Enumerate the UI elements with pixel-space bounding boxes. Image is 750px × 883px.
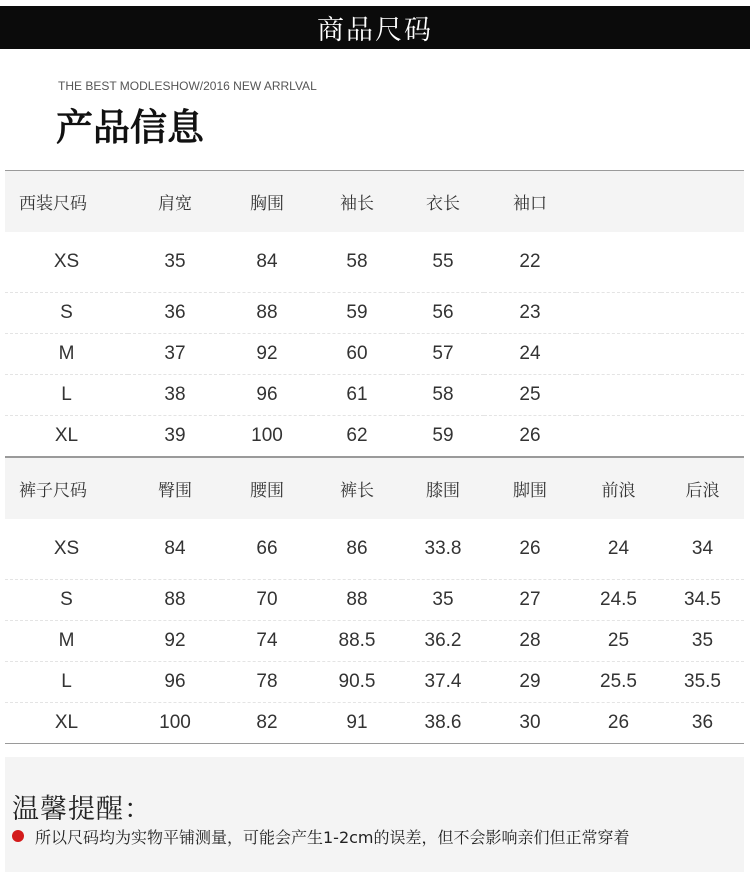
size-label: S [5,580,128,621]
table-cell [576,334,661,375]
table-cell: 84 [128,519,222,580]
table-cell: 36.2 [402,621,484,662]
table-row [5,703,744,744]
header-cell: 衣长 [402,171,484,233]
table-header-row [5,171,744,233]
table-cell: 60 [312,334,402,375]
pants-size-table [5,457,744,744]
header-cell: 袖口 [484,171,576,233]
table-row [5,519,744,580]
table-row [5,416,744,457]
table-cell: 39 [128,416,222,457]
header-cell: 西装尺码 [5,171,128,233]
table-cell: 61 [312,375,402,416]
table-cell [661,416,744,457]
table-cell: 34.5 [661,580,744,621]
table-cell [661,334,744,375]
tips-box [5,757,744,872]
header-cell: 前浪 [576,458,661,520]
tips-text: 所以尺码均为实物平铺测量，可能会产生1-2cm的误差，但不会影响亲们但正常穿着 [35,828,630,847]
table-cell: 82 [222,703,312,744]
table-cell [576,232,661,293]
table-cell: 33.8 [402,519,484,580]
header-cell: 膝围 [402,458,484,520]
size-label: L [5,375,128,416]
table-cell: 38 [128,375,222,416]
table-cell: 25 [576,621,661,662]
table-cell: 88 [312,580,402,621]
table-cell: 74 [222,621,312,662]
table-cell [661,232,744,293]
table-cell: 88.5 [312,621,402,662]
table-cell [661,375,744,416]
table-cell: 84 [222,232,312,293]
table-cell: 35 [402,580,484,621]
table-row [5,293,744,334]
table-cell: 90.5 [312,662,402,703]
table-cell [576,416,661,457]
size-label: L [5,662,128,703]
jacket-size-table [5,170,744,457]
size-label: XL [5,703,128,744]
table-row [5,334,744,375]
table-cell: 78 [222,662,312,703]
size-label: XS [5,232,128,293]
table-cell: 35 [128,232,222,293]
table-cell: 24.5 [576,580,661,621]
table-cell: 25.5 [576,662,661,703]
table-cell: 36 [661,703,744,744]
page-title: 产品信息 [56,106,204,149]
table-row [5,375,744,416]
table-row [5,232,744,293]
header-cell: 胸围 [222,171,312,233]
table-cell: 26 [484,416,576,457]
english-subtitle: THE BEST MODLESHOW/2016 NEW ARRLVAL [58,79,317,93]
header-cell: 裤子尺码 [5,458,128,520]
table-cell: 62 [312,416,402,457]
table-cell: 91 [312,703,402,744]
table-cell: 66 [222,519,312,580]
table-cell [576,293,661,334]
header-cell [661,171,744,233]
table-cell: 35.5 [661,662,744,703]
table-cell: 36 [128,293,222,334]
table-cell: 22 [484,232,576,293]
table-cell: 26 [576,703,661,744]
table-cell: 27 [484,580,576,621]
table-cell: 37 [128,334,222,375]
table-cell: 100 [128,703,222,744]
size-label: M [5,621,128,662]
table-cell: 88 [222,293,312,334]
table-row [5,662,744,703]
header-cell: 腰围 [222,458,312,520]
table-cell: 58 [402,375,484,416]
table-cell: 59 [312,293,402,334]
table-cell: 28 [484,621,576,662]
header-cell: 裤长 [312,458,402,520]
table-cell: 96 [128,662,222,703]
header-cell [576,171,661,233]
bullet-dot-icon [12,830,24,842]
table-cell: 56 [402,293,484,334]
table-cell: 86 [312,519,402,580]
header-cell: 臀围 [128,458,222,520]
table-cell: 29 [484,662,576,703]
table-cell: 35 [661,621,744,662]
table-cell: 96 [222,375,312,416]
table-cell: 100 [222,416,312,457]
table-cell [661,293,744,334]
table-cell: 92 [222,334,312,375]
size-label: M [5,334,128,375]
header-cell: 脚围 [484,458,576,520]
table-cell: 24 [484,334,576,375]
table-cell: 70 [222,580,312,621]
table-cell: 24 [576,519,661,580]
table-cell: 37.4 [402,662,484,703]
table-cell: 58 [312,232,402,293]
table-cell [576,375,661,416]
size-label: S [5,293,128,334]
table-row [5,580,744,621]
table-cell: 92 [128,621,222,662]
page-banner [0,6,750,49]
table-cell: 38.6 [402,703,484,744]
header-cell: 肩宽 [128,171,222,233]
size-label: XS [5,519,128,580]
table-cell: 23 [484,293,576,334]
table-cell: 30 [484,703,576,744]
table-header-row [5,458,744,520]
header-cell: 袖长 [312,171,402,233]
banner-title: 商品尺码 [317,15,433,46]
table-cell: 26 [484,519,576,580]
table-cell: 88 [128,580,222,621]
size-label: XL [5,416,128,457]
table-cell: 25 [484,375,576,416]
table-cell: 57 [402,334,484,375]
table-cell: 59 [402,416,484,457]
tips-title: 温馨提醒： [12,794,152,825]
table-cell: 34 [661,519,744,580]
table-row [5,621,744,662]
table-cell: 55 [402,232,484,293]
header-cell: 后浪 [661,458,744,520]
